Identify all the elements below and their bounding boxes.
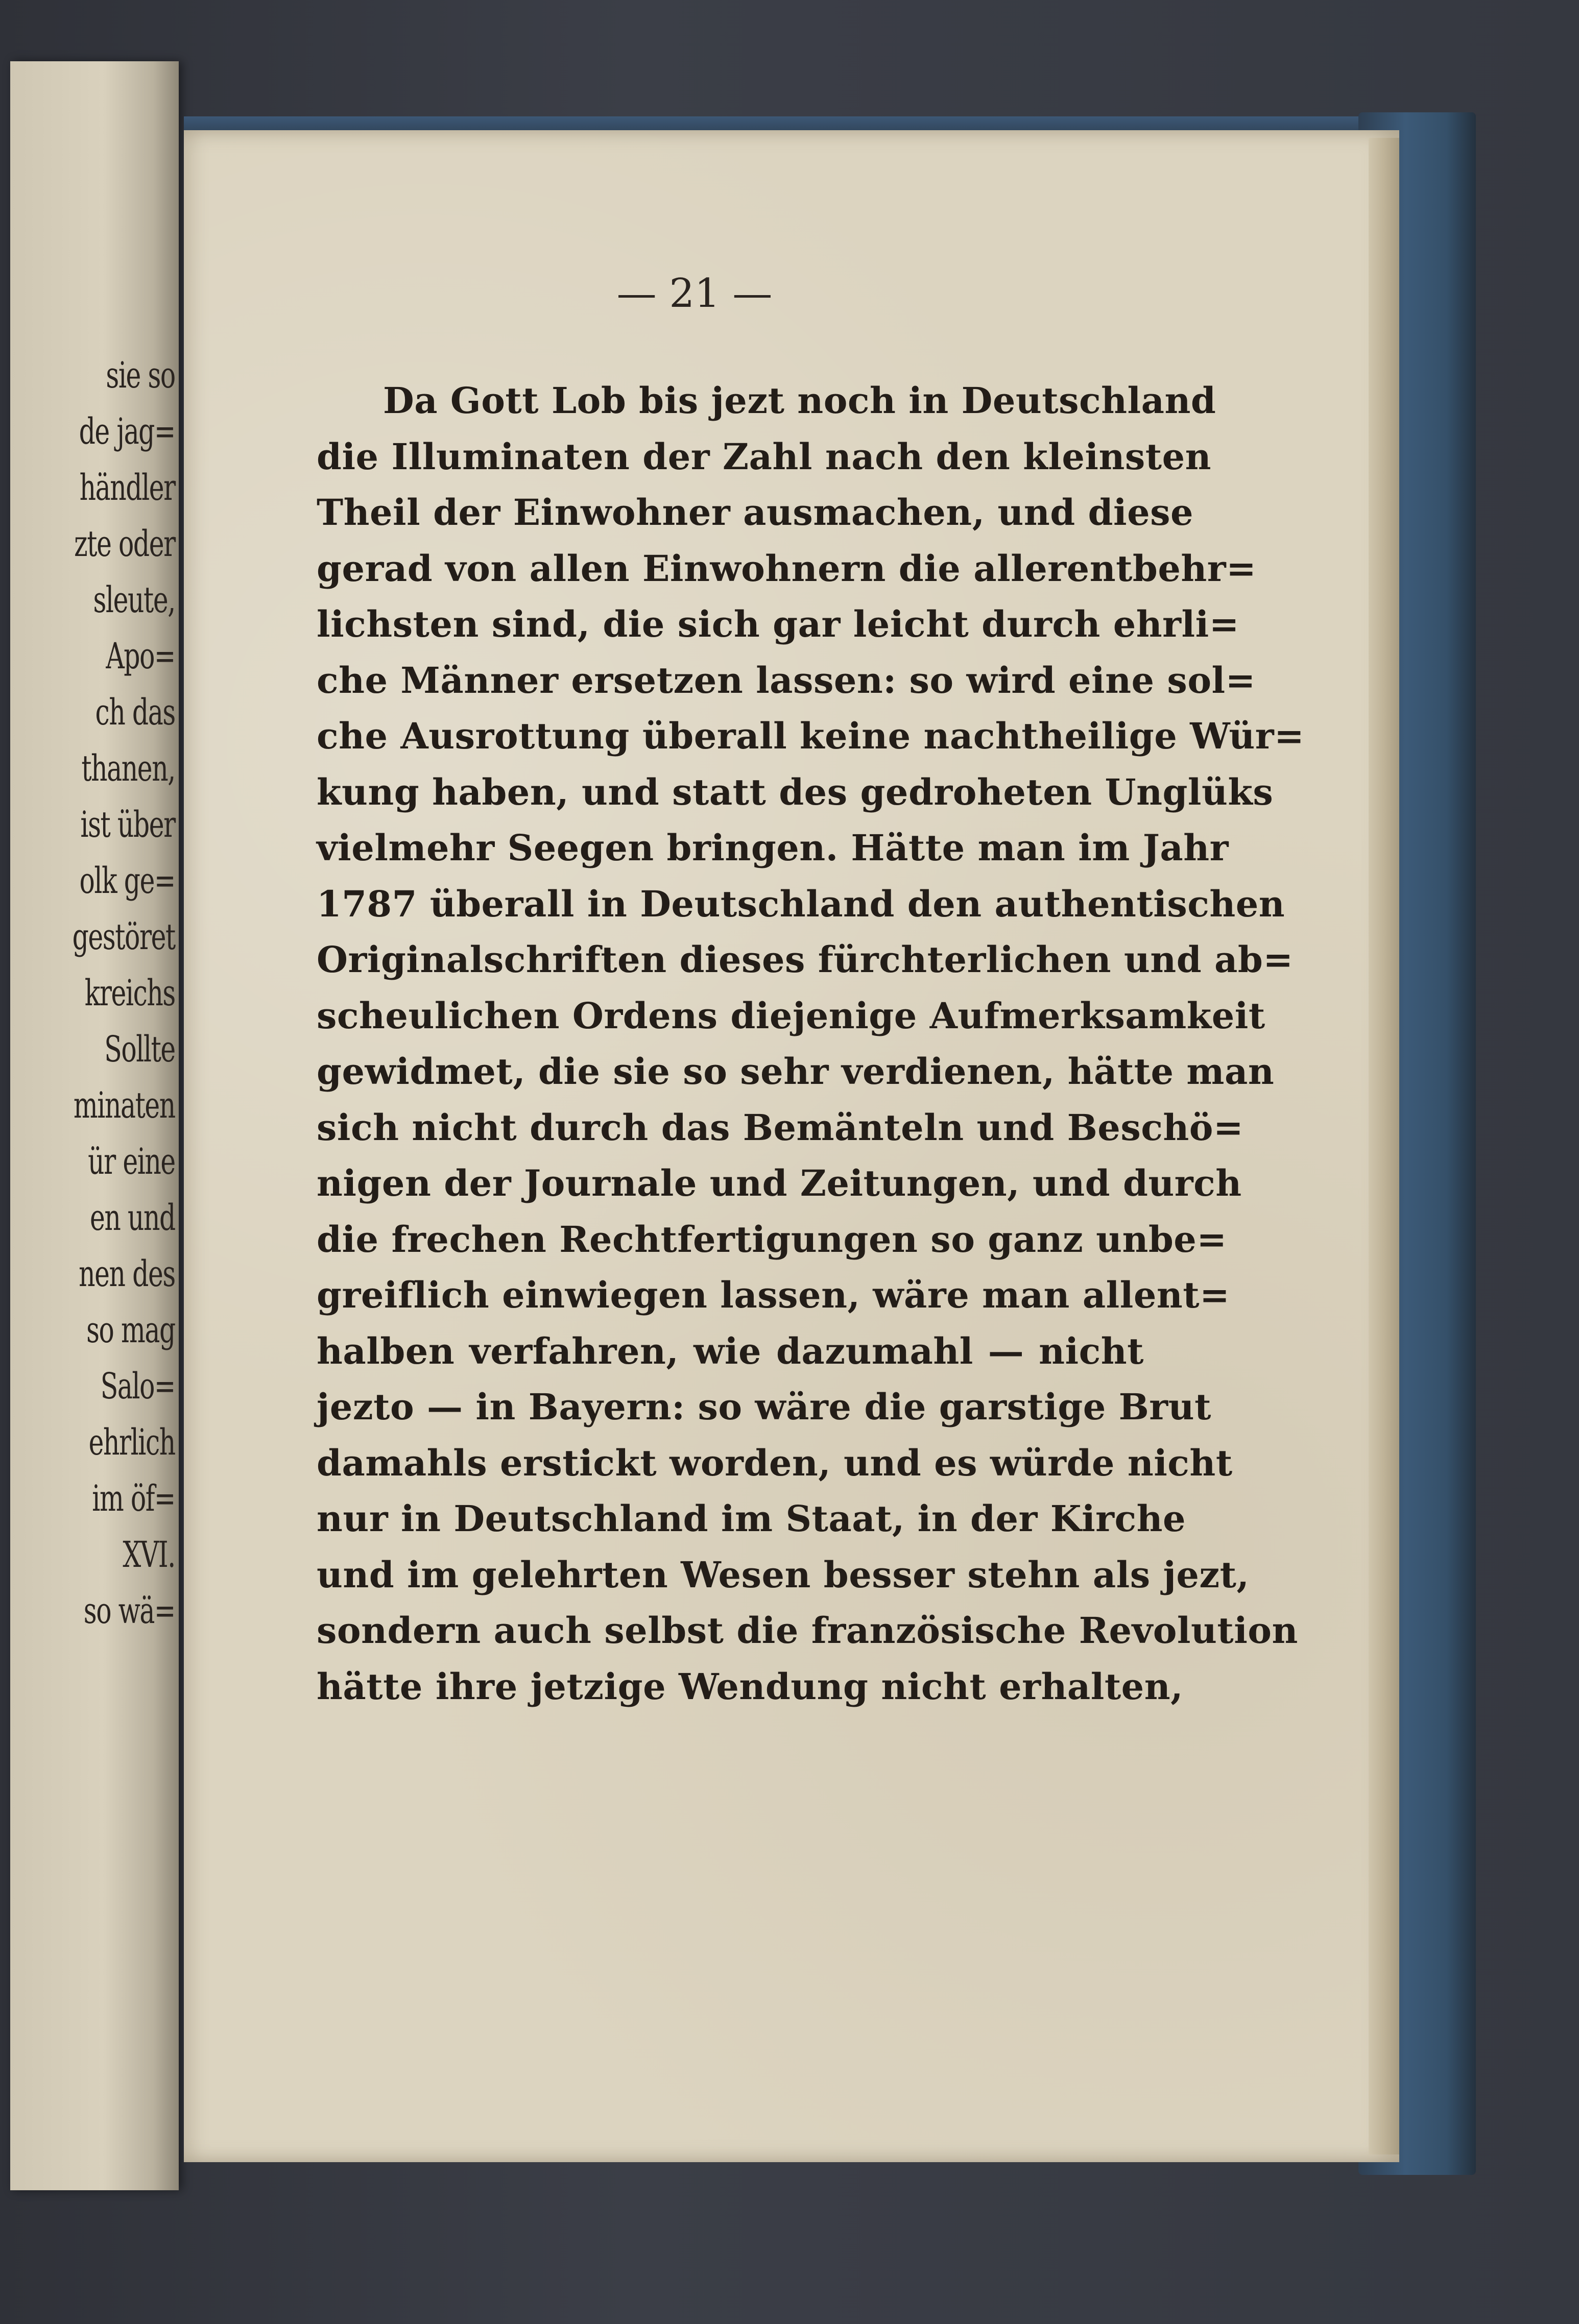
text-line: 1787 überall in Deutschland den authentischen [317, 882, 1285, 925]
page-edge [1369, 138, 1399, 2154]
text-line: und im gelehrten Wesen besser stehn als jezt, [317, 1553, 1250, 1596]
text-line: nigen der Journale und Zeitungen, und durch [317, 1162, 1242, 1204]
text-line: hätte ihre jetzige Wendung nicht erhalten, [317, 1665, 1183, 1708]
left-fragment: Apo= [106, 635, 175, 677]
left-fragment: Sollte [104, 1028, 175, 1070]
text-line: jezto — in Bayern: so wäre die garstige Brut [317, 1386, 1211, 1428]
text-line: halben verfahren, wie dazumahl — nicht [317, 1329, 1144, 1372]
left-fragment: kreichs [84, 972, 175, 1014]
text-line: greiflich einwiegen lassen, wäre man allent= [317, 1274, 1230, 1316]
text-line: vielmehr Seegen bringen. Hätte man im Jahr [317, 827, 1229, 869]
left-page-fragments [26, 347, 179, 1639]
text-line: sondern auch selbst die französische Revolution [317, 1609, 1298, 1652]
text-line: Theil der Einwohner ausmachen, und diese [317, 491, 1194, 534]
left-fragment: XVI. [123, 1534, 175, 1576]
left-fragment: ist über [80, 804, 175, 845]
left-fragment: ür eine [88, 1141, 175, 1182]
left-fragment: thanen, [81, 747, 175, 789]
left-fragment: so wä= [83, 1590, 175, 1632]
left-fragment: ehrlich [88, 1421, 175, 1463]
left-fragment: Salo= [100, 1365, 175, 1407]
text-line: die frechen Rechtfertigungen so ganz unbe= [317, 1218, 1227, 1261]
text-line: gewidmet, die sie so sehr verdienen, hätte man [317, 1050, 1275, 1093]
text-line: che Männer ersetzen lassen: so wird eine sol= [317, 659, 1256, 701]
text-line: kung haben, und statt des gedroheten Unglüks [317, 770, 1274, 813]
left-fragment: en und [89, 1197, 175, 1239]
left-fragment: so mag [86, 1309, 175, 1351]
text-line: che Ausrottung überall keine nachtheilige Wür= [317, 715, 1305, 757]
left-fragment: sleute, [93, 579, 175, 621]
text-line: damahls erstickt worden, und es würde nicht [317, 1441, 1233, 1484]
text-line: Originalschriften dieses fürchterlichen und ab= [317, 938, 1294, 981]
left-facing-page [10, 61, 179, 2190]
page-number: — 21 — [616, 271, 773, 317]
left-fragment: olk ge= [79, 860, 175, 902]
left-fragment: zte oder [74, 523, 175, 565]
text-line: gerad von allen Einwohnern die allerentbehr= [317, 547, 1257, 590]
left-fragment: de jag= [79, 410, 175, 452]
text-line: nur in Deutschland im Staat, in der Kirche [317, 1497, 1186, 1540]
text-line: sich nicht durch das Bemänteln und Beschö= [317, 1106, 1244, 1149]
text-line: lichsten sind, die sich gar leicht durch ehrli= [317, 603, 1239, 645]
left-fragment: nen des [79, 1253, 175, 1295]
left-fragment: sie so [106, 354, 175, 396]
left-fragment: gestöret [72, 916, 175, 958]
left-fragment: minaten [73, 1084, 175, 1126]
left-fragment: händler [79, 467, 175, 509]
left-fragment: ch das [95, 691, 175, 733]
text-line: die Illuminaten der Zahl nach den kleinsten [317, 435, 1212, 478]
text-line: scheulichen Ordens diejenige Aufmerksamkeit [317, 994, 1265, 1037]
text-line: Da Gott Lob bis jezt noch in Deutschland [383, 379, 1216, 422]
left-fragment: im öf= [92, 1478, 175, 1519]
body-text [317, 373, 1305, 1714]
